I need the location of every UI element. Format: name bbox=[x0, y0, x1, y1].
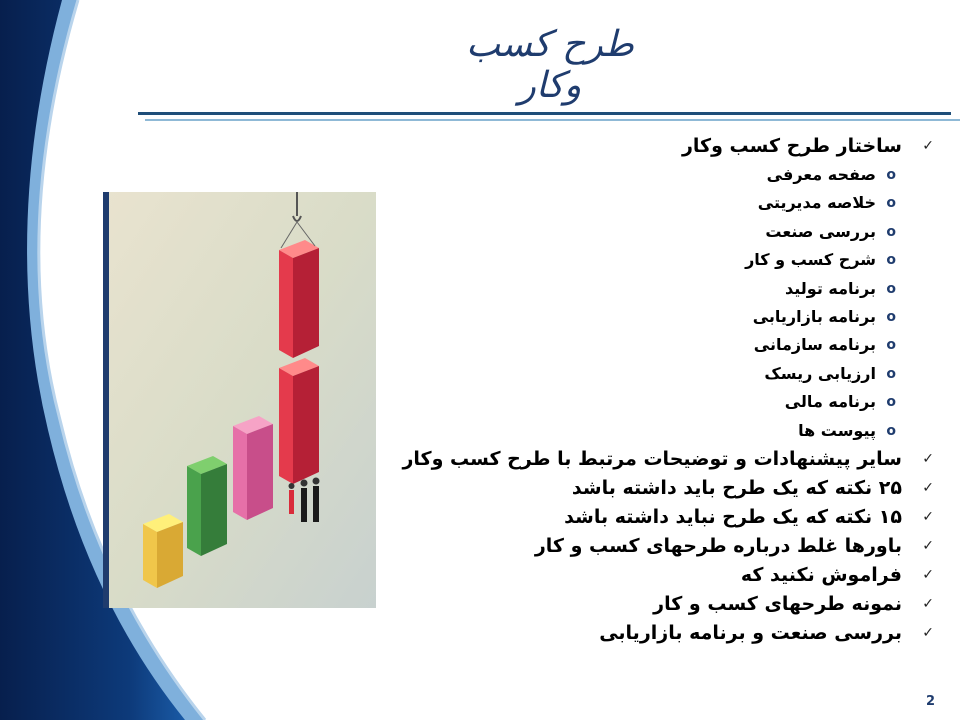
outline-subitem bbox=[380, 331, 940, 359]
outline-item bbox=[380, 474, 940, 503]
outline-item bbox=[380, 590, 940, 619]
page-number: 2 bbox=[926, 694, 936, 709]
outline-subitem bbox=[380, 189, 940, 217]
outline-subitem-label: ارزیابی ریسک bbox=[764, 363, 876, 383]
outline-subitem-label: خلاصه مدیریتی bbox=[757, 193, 876, 213]
outline-item-label: نمونه طرحهای کسب و کار bbox=[653, 592, 902, 615]
outline-item bbox=[380, 132, 940, 161]
outline-subitem bbox=[380, 218, 940, 246]
outline-subitem-label: برنامه سازمانی bbox=[753, 335, 876, 355]
outline-subitem bbox=[380, 417, 940, 445]
check-icon: ✓ bbox=[922, 138, 934, 154]
check-icon: ✓ bbox=[922, 624, 934, 641]
outline-item-label: بررسی صنعت و برنامه بازاریابی bbox=[599, 621, 902, 644]
outline-item bbox=[380, 445, 940, 474]
bullet-circle-icon: o bbox=[886, 252, 896, 269]
bullet-circle-icon: o bbox=[886, 337, 896, 354]
bullet-circle-icon: o bbox=[886, 167, 896, 183]
outline-subitem bbox=[380, 303, 940, 331]
check-icon: ✓ bbox=[922, 595, 934, 612]
outline-item-label: فراموش نکنید که bbox=[740, 563, 902, 586]
check-icon: ✓ bbox=[922, 508, 934, 525]
bar-growth-illustration bbox=[103, 192, 376, 608]
check-icon: ✓ bbox=[922, 566, 934, 583]
outline-subitem-label: شرح کسب و کار bbox=[745, 250, 876, 270]
bullet-circle-icon: o bbox=[886, 422, 896, 439]
outline-subitem-label: پیوست ها bbox=[798, 420, 876, 440]
outline-subitem bbox=[380, 246, 940, 274]
bullet-circle-icon: o bbox=[886, 280, 896, 297]
check-icon: ✓ bbox=[922, 537, 934, 554]
outline-item bbox=[380, 619, 940, 648]
outline-item-label: ۱۵ نکته که یک طرح نباید داشته باشد bbox=[564, 505, 902, 528]
outline-subitem-label: برنامه تولید bbox=[785, 278, 876, 298]
outline-item-label: ساختار طرح کسب وکار bbox=[681, 135, 902, 157]
outline-list bbox=[380, 132, 940, 648]
outline-subitem-label: برنامه بازاریابی bbox=[752, 306, 876, 326]
outline-subitem-label: برنامه مالی bbox=[784, 392, 876, 412]
outline-subitem bbox=[380, 161, 940, 189]
outline-subitem-label: بررسی صنعت bbox=[765, 221, 876, 241]
bullet-circle-icon: o bbox=[886, 223, 896, 240]
outline-item bbox=[380, 561, 940, 590]
slide-title: طرح کسب وکار bbox=[466, 24, 634, 106]
bullet-circle-icon: o bbox=[886, 365, 896, 382]
outline-item bbox=[380, 503, 940, 532]
title-divider-dark bbox=[138, 112, 951, 115]
bullet-circle-icon: o bbox=[886, 308, 896, 325]
outline-subitem bbox=[380, 275, 940, 303]
outline-subitem bbox=[380, 360, 940, 388]
outline-item bbox=[380, 532, 940, 561]
bullet-circle-icon: o bbox=[886, 394, 896, 411]
outline-item-label: ۲۵ نکته که یک طرح باید داشته باشد bbox=[571, 476, 902, 499]
outline-item-label: باورها غلط درباره طرحهای کسب و کار bbox=[534, 534, 902, 557]
check-icon: ✓ bbox=[922, 479, 934, 496]
outline-subitem bbox=[380, 388, 940, 416]
outline-subitem-label: صفحه معرفی bbox=[766, 165, 876, 184]
outline-item-label: سایر پیشنهادات و توضیحات مرتبط با طرح کسب وکار bbox=[402, 447, 902, 470]
check-icon: ✓ bbox=[922, 450, 934, 467]
bullet-circle-icon: o bbox=[886, 195, 896, 212]
title-divider-light bbox=[145, 119, 960, 121]
